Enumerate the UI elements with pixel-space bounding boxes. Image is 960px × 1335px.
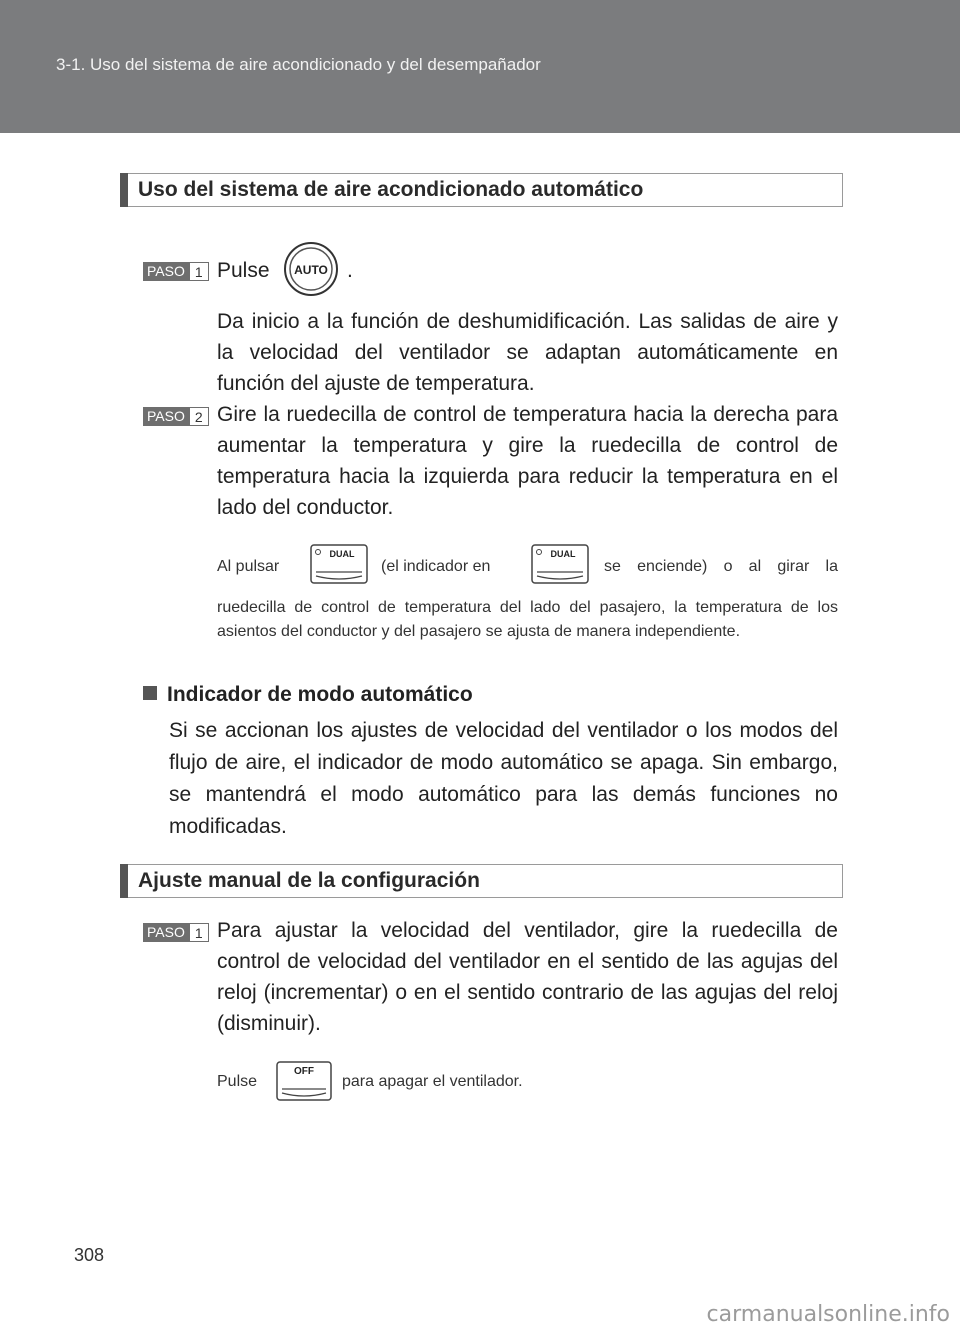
subheading-text: Si se accionan los ajustes de velocidad del ventilador o los modos del flujo de aire, el indicador de modo automático se apaga. Sin embargo, se mantendrá el modo automático para las demás funciones no modificadas. xyxy=(169,719,838,838)
svg-text:OFF: OFF xyxy=(294,1066,314,1077)
auto-button-icon xyxy=(283,241,339,297)
dual-button-icon xyxy=(531,544,589,584)
note-text: para apagar el ventilador. xyxy=(342,1073,523,1090)
page-number: 308 xyxy=(74,1245,105,1265)
section-heading-manual xyxy=(120,864,843,898)
step-description: Para ajustar la velocidad del ventilador, gire la ruedecilla de control de velocidad del ventilador en el sentido de las agujas del reloj (incrementar) o en el sentido contrario de las agujas del reloj (disminuir). xyxy=(217,919,838,1035)
section-accent xyxy=(120,173,128,207)
section-heading-auto xyxy=(120,173,843,207)
section-title: Ajuste manual de la configuración xyxy=(138,869,480,892)
note-text: ruedecilla de control de temperatura del lado del pasajero, la temperatura de los asientos del conductor y del pasajero se ajusta de manera independiente. xyxy=(217,599,838,640)
svg-text:DUAL: DUAL xyxy=(550,549,576,559)
step-badge: PASO 2 xyxy=(143,407,209,426)
footer-watermark: carmanualsonline.info xyxy=(706,1302,950,1327)
note-text: Pulse xyxy=(217,1073,258,1090)
step-text: . xyxy=(347,259,353,282)
page-header xyxy=(0,0,960,133)
step-description: Da inicio a la función de deshumidificación. Las salidas de aire y la velocidad del ventilador se adaptan automáticamente en función del ajuste de temperatura. xyxy=(217,310,838,395)
note-text: Al pulsar xyxy=(217,558,280,575)
chapter-title: 3-1. Uso del sistema de aire acondicionado y del desempañador xyxy=(56,55,541,74)
bullet-square-icon xyxy=(143,686,157,700)
note-text: se enciende) o al girar la xyxy=(604,558,838,575)
dual-button-icon xyxy=(310,544,368,584)
subheading: Indicador de modo automático xyxy=(143,683,473,707)
auto-button-label: AUTO xyxy=(294,263,328,277)
svg-text:DUAL: DUAL xyxy=(329,549,355,559)
section-title: Uso del sistema de aire acondicionado automático xyxy=(138,178,644,201)
step-text: Pulse xyxy=(217,259,270,282)
note-text: (el indicador en xyxy=(381,558,491,575)
step-badge: PASO 1 xyxy=(143,262,209,281)
section-accent xyxy=(120,864,128,898)
step-description: Gire la ruedecilla de control de temperatura hacia la derecha para aumentar la temperatura y gire la ruedecilla de control de temperatura hacia la izquierda para reducir la temperatura en el lado del conductor. xyxy=(217,403,838,519)
off-button-icon xyxy=(276,1061,332,1101)
step-badge: PASO 1 xyxy=(143,923,209,942)
